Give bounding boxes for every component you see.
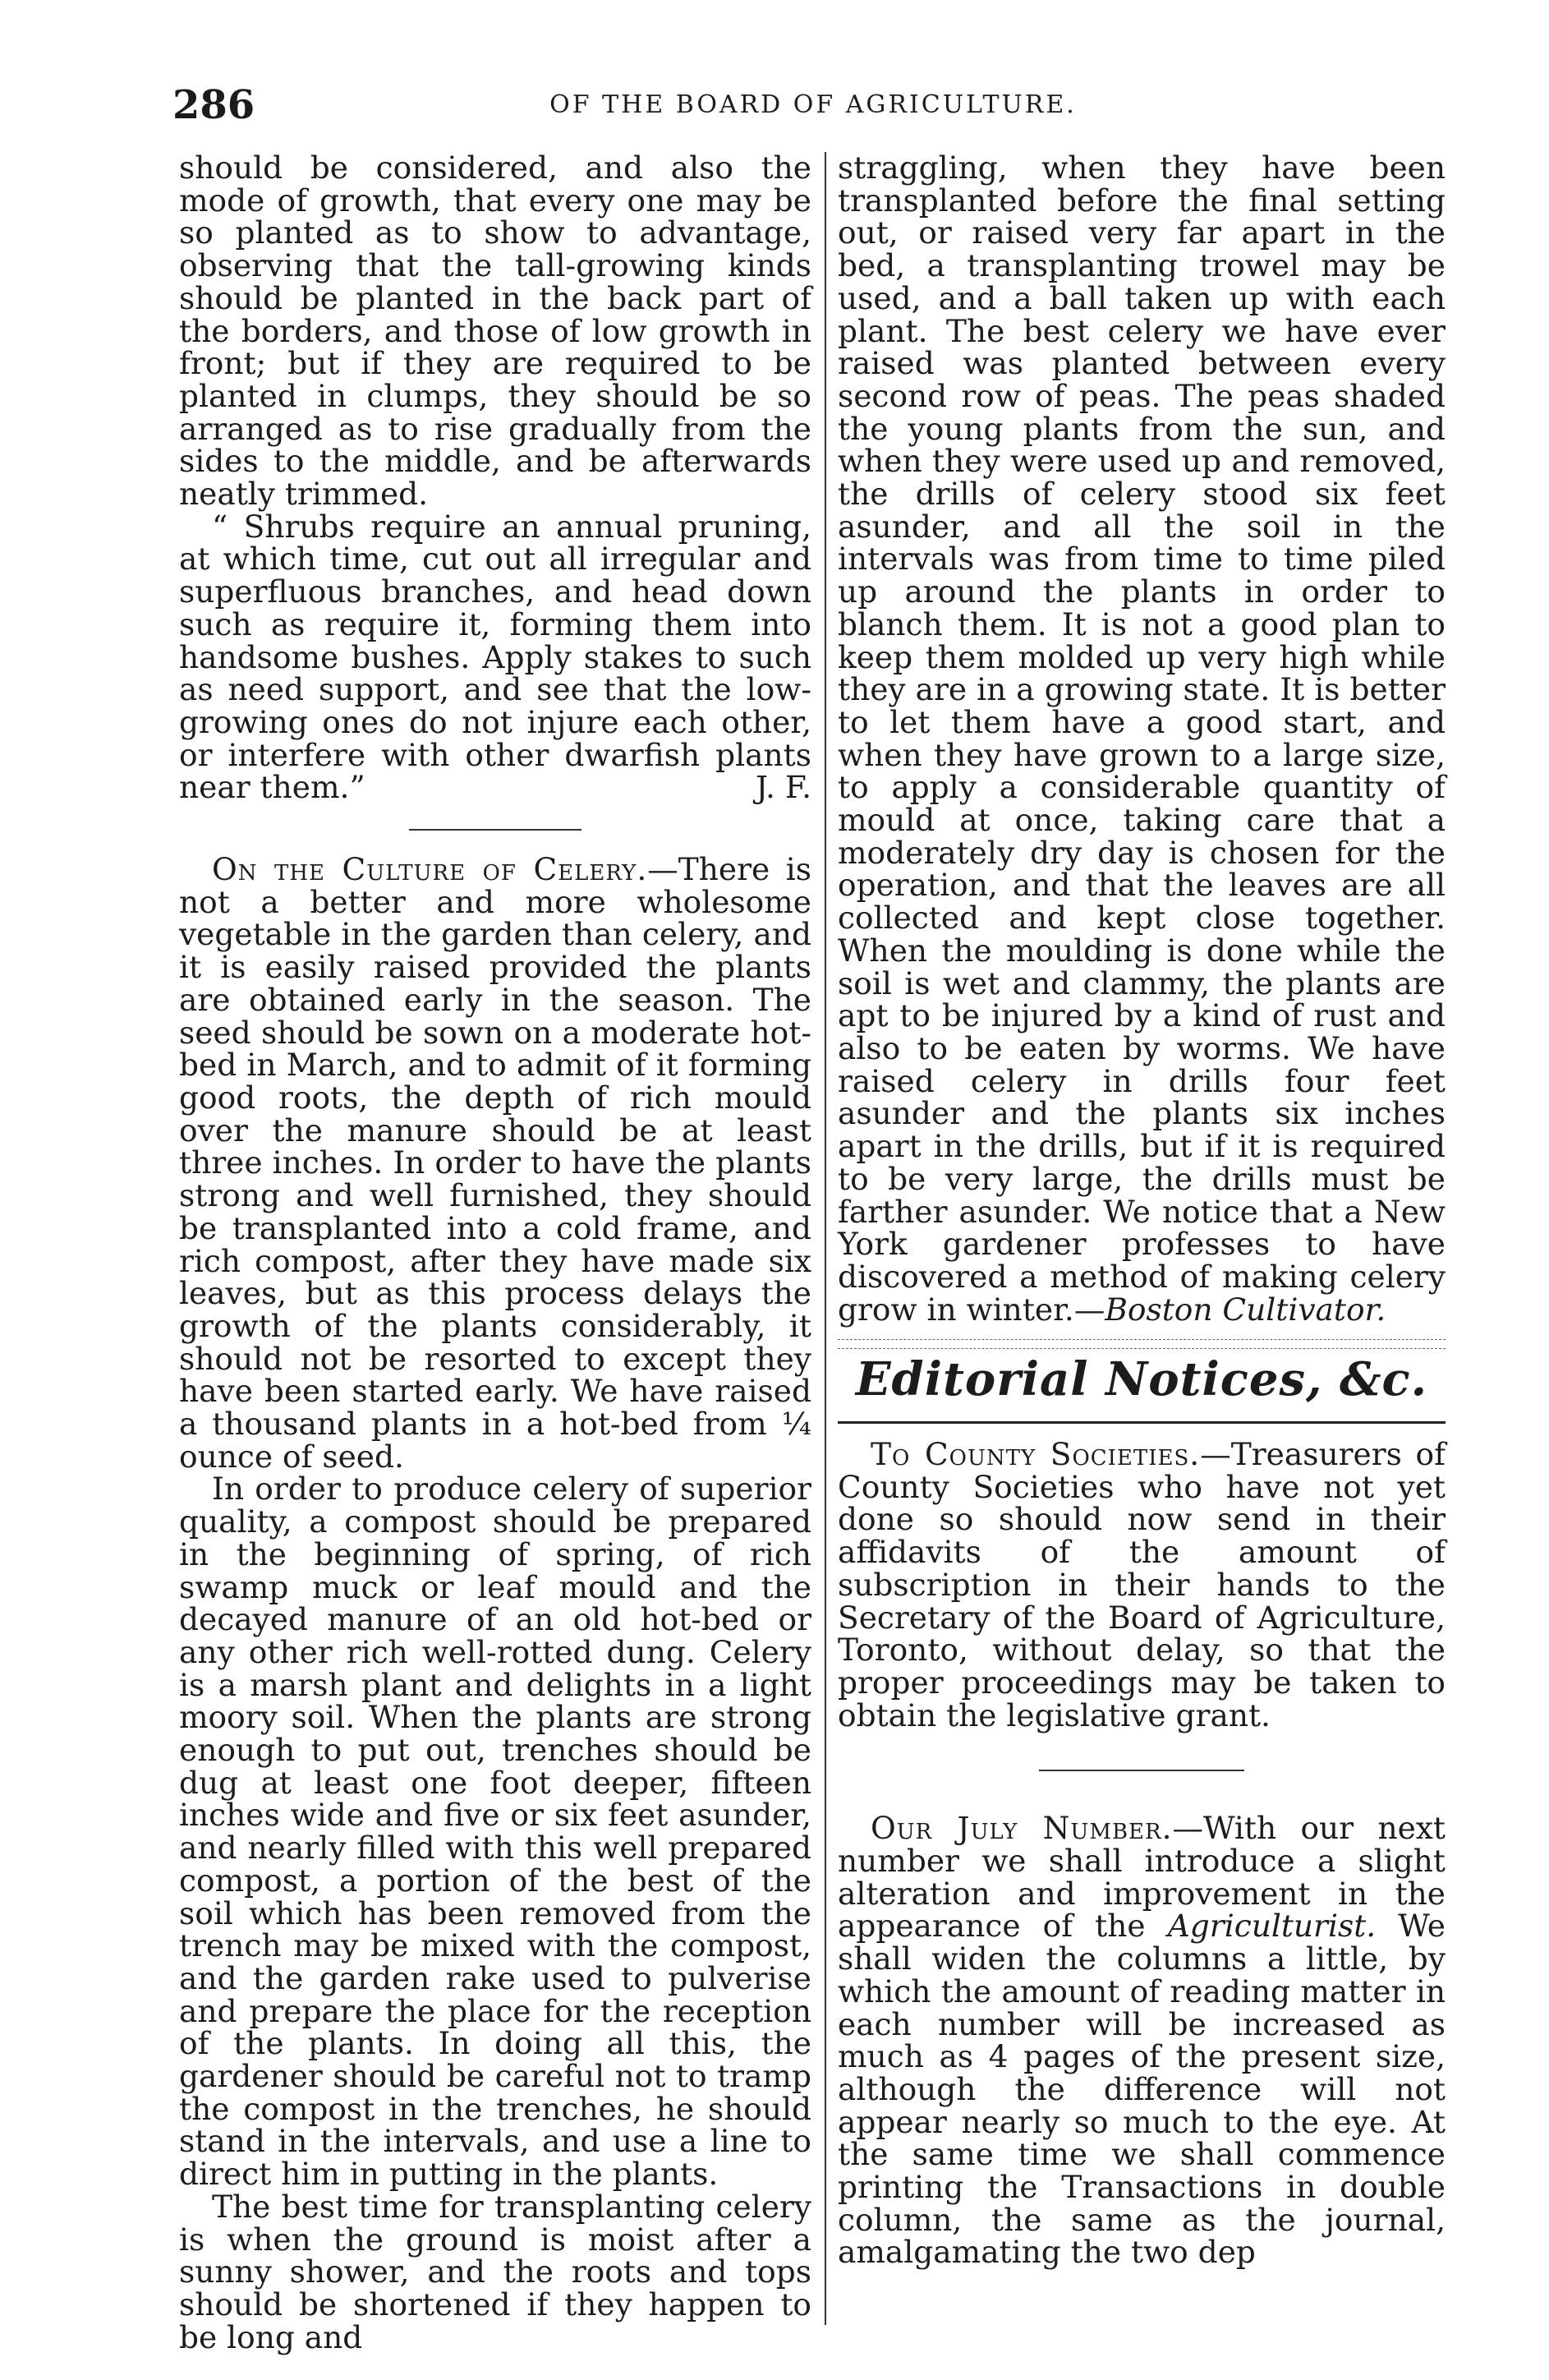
notice-county-societies-title: To County Societies.	[871, 1436, 1201, 1473]
heading-underline	[838, 1421, 1446, 1424]
celery-source: Boston Cultivator.	[1105, 1291, 1386, 1328]
celery-continuation-text: straggling, when they have been transplanted before the final setting out, or raised very far apart in the bed, a transplanting trowel may be used, and a ball taken up with each plant. The best celery we have ever raised was planted between every second row of peas. The peas shaded the young plants from the sun, and when they were used up and removed, the drills of celery stood six feet asunder, and all the soil in the intervals was from time to time piled up around the plants in order to blanch them. It is not a good plan to keep them molded up very high while they are in a growing state. It is better to let them have a good start, and when they have grown to a large size, to apply a considerable quantity of mould at once, taking care that a moderately dry day is chosen for the operation, and that the leaves are all collected and kept close together. When the moulding is done while the soil is wet and clammy, the plants are apt to be injured by a kind of rust and also to be eaten by worms. We have raised celery in drills four feet asunder and the plants six inches apart in the drills, but if it is required to be very large, the drills must be farther asunder. We notice that a New York gardener professes to have discovered a method of making celery grow in winter.—	[838, 150, 1446, 1328]
celery-paragraph-2: In order to produce celery of superior quality, a compost should be prepared in the beginning of spring, of rich swamp muck or leaf mould and the decayed manure of an old hot-bed or any other rich well-rotted dung. Celery is a marsh plant and delights in a light moory soil. When the plants are strong enough to put out, trenches should be dug at least one foot deeper, fifteen inches wide and five or six feet asunder, and nearly filled with this well prepared compost, a portion of the best of the soil which has been removed from the trench may be mixed with the compost, and the garden rake used to pulverise and prepare the place for the reception of the plants. In doing all this, the gardener should be careful not to tramp the compost in the trenches, he should stand in the intervals, and use a line to direct him in putting in the plants.	[179, 1471, 811, 2193]
notice-july-number-text-b: We shall widen the columns a little, by which the amount of reading matter in each number will be increased as much as 4 pages of the present size, although the difference will not appear nearly so much to the eye. At the same time we shall commence printing the Transactions in double column, the same as the journal, amalgamating the two dep	[838, 1908, 1446, 2271]
shrub-quote-text: “ Shrubs require an annual pruning, at which time, cut out all irregular and superfluous branches, and head down such as require it, forming them into handsome bushes. Apply stakes to such as need support, and see that the low-growing ones do not injure each other, or interfere with other dwarfish plants near them.”	[179, 508, 811, 806]
shrub-paragraph: should be considered, and also the mode of growth, that every one may be so planted as to show to advantage, observing that the tall-growing kinds should be planted in the back part of the borders, and those of low growth in front; but if they are required to be planted in clumps, they should be so arranged as to rise gradually from the sides to the middle, and be afterwards neatly trimmed.	[179, 150, 811, 513]
shrub-signature: J. F.	[755, 769, 811, 806]
celery-paragraph-1	[179, 851, 811, 1475]
section-separator	[838, 1339, 1446, 1349]
left-column	[179, 152, 811, 2354]
notice-july-number-title: Our July Number.	[871, 1810, 1173, 1847]
celery-article-title: On the Culture of Celery.	[212, 851, 648, 888]
page-header	[172, 82, 1454, 131]
notice-county-societies-text: —Treasurers of County Societies who have not yet done so should now send in their affidavits of the amount of subscription in their hands to the Secretary of the Board of Agriculture, Toronto, without delay, so that the proper proceedings may be taken to obtain the legislative grant.	[838, 1436, 1446, 1733]
page-number: 286	[172, 82, 255, 128]
running-title: OF THE BOARD OF AGRICULTURE.	[549, 90, 1077, 119]
celery-paragraph-3: The best time for transplanting celery is when the ground is moist after a sunny shower, and the roots and tops should be shortened if they happen to be long and	[179, 2188, 811, 2355]
column-divider	[825, 152, 826, 2325]
notice-july-number	[838, 1812, 1446, 2269]
article-separator	[409, 829, 581, 831]
notice-county-societies	[838, 1436, 1446, 1733]
celery-paragraph-1-text: —There is not a better and more wholesome vegetable in the garden than celery, and it is easily raised provided the plants are obtained early in the season. The seed should be sown on a moderate hot-bed in March, and to admit of it forming good roots, the depth of rich mould over the manure should be at least three inches. In order to have the plants strong and well furnished, they should be transplanted into a cold frame, and rich compost, after they have made six leaves, but as this process delays the growth of the plants considerably, it should not be resorted to except they have been started early. We have raised a thousand plants in a hot-bed from ¼ ounce of seed.	[179, 851, 811, 1475]
agriculturist-title: Agriculturist.	[1167, 1908, 1377, 1945]
shrub-quote	[179, 508, 811, 806]
celery-continuation	[838, 152, 1446, 1326]
notice-separator	[1039, 1770, 1244, 1771]
notice-july-number-text-a: —With our next number we shall introduce a slight alteration and improvement in the appearance of the	[838, 1810, 1446, 1945]
section-heading: Editorial Notices, &c.	[855, 1352, 1428, 1407]
right-column	[838, 152, 1446, 2269]
